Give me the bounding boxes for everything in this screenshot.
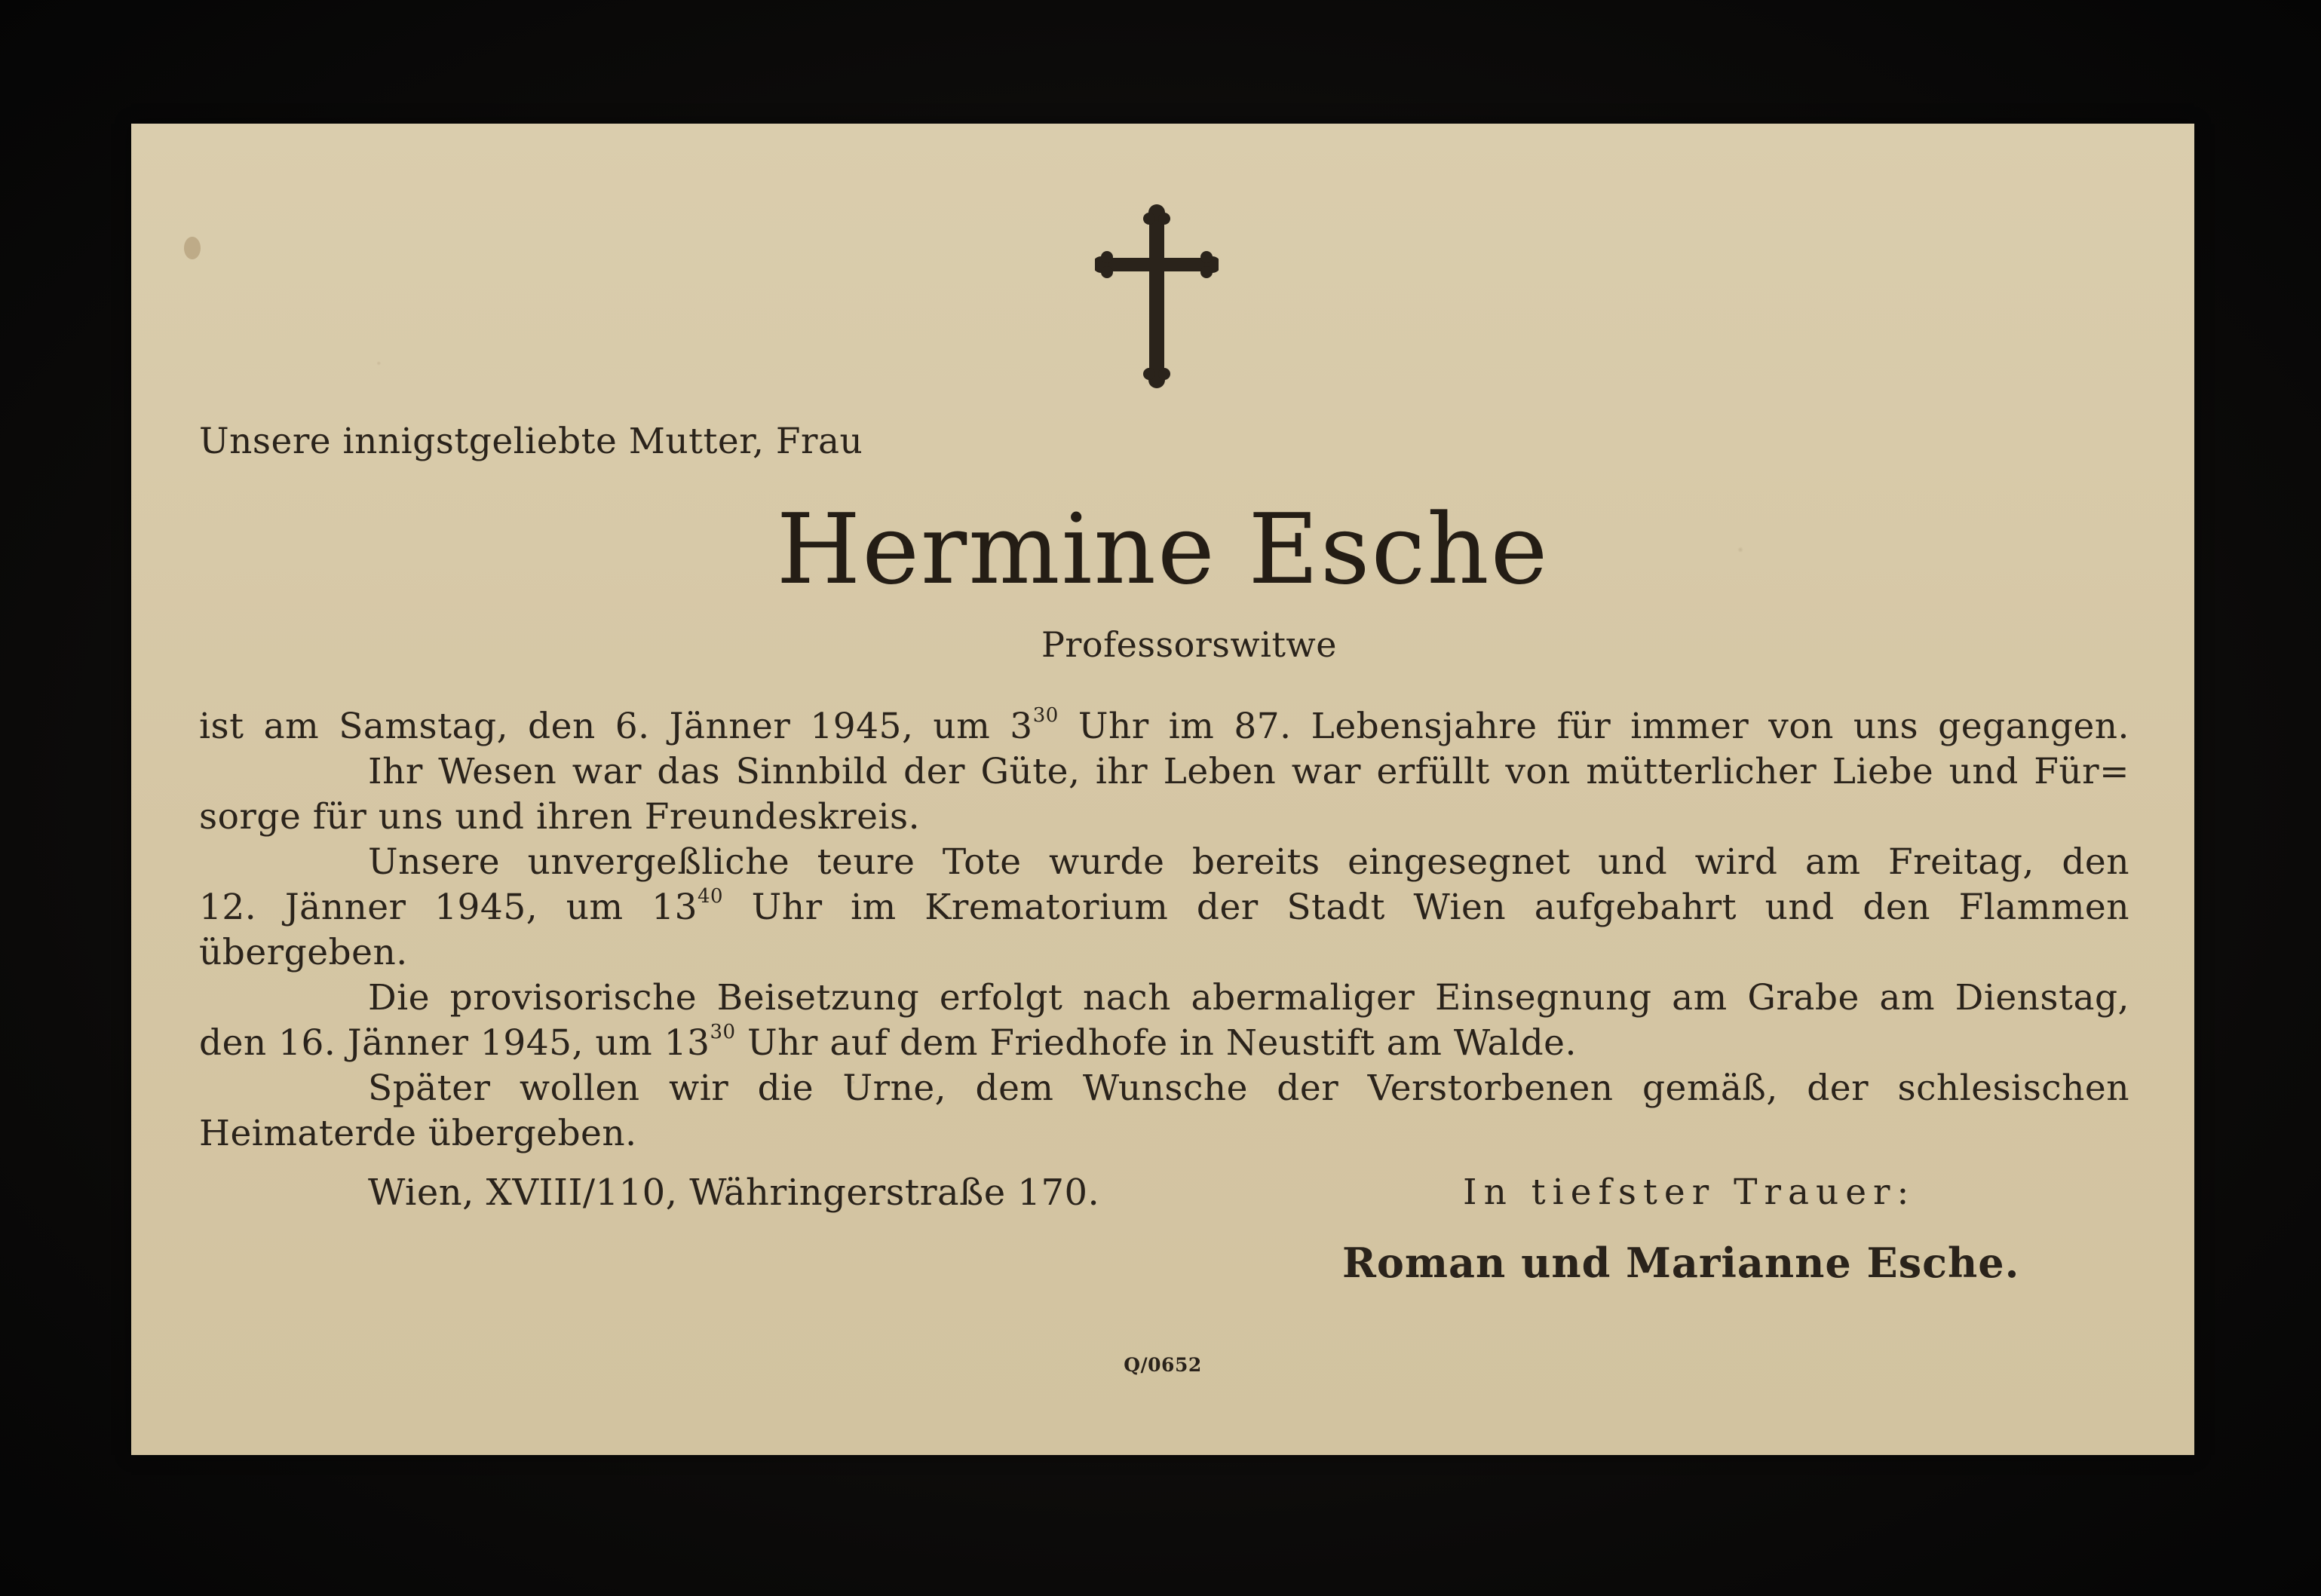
- signers-line: Roman und Marianne Esche.: [1342, 1239, 2020, 1287]
- text-segment: Uhr im 87. Lebensjahre für immer von uns gegangen.: [1058, 706, 2129, 747]
- paragraph-3-line-1: Unsere unvergeßliche teure Tote wurde bereits eingesegnet und wird am Freitag, den: [368, 841, 2129, 883]
- trefoil-cross-icon: [1095, 202, 1219, 389]
- paragraph-3-line-3: übergeben.: [199, 932, 408, 973]
- paragraph-1-line-1: [199, 704, 2129, 747]
- paragraph-4-line-2: [199, 1021, 2129, 1064]
- intro-text: Unsere innigstgeliebte Mutter, Frau: [199, 421, 863, 462]
- paper-stain: [184, 237, 201, 259]
- deceased-title: Professorswitwe: [1041, 624, 1338, 665]
- paragraph-4-line-1: Die provisorische Beisetzung erfolgt nach abermaliger Einsegnung am Grabe am Dienstag,: [368, 977, 2129, 1019]
- deceased-name: Hermine Esche: [776, 494, 1550, 606]
- print-code: Q/0652: [1124, 1354, 1202, 1376]
- time-superscript: 30: [710, 1021, 736, 1043]
- time-superscript: 30: [1032, 704, 1059, 727]
- paragraph-3-line-2: [199, 885, 2129, 928]
- text-segment: den 16. Jänner 1945, um 13: [199, 1022, 710, 1064]
- text-segment: Uhr im Krematorium der Stadt Wien aufgebahrt und den Flammen: [723, 887, 2129, 928]
- text-segment: Uhr auf dem Friedhofe in Neustift am Walde.: [735, 1022, 1577, 1064]
- paragraph-5-line-2: Heimaterde übergeben.: [199, 1113, 637, 1154]
- mourning-line: In tiefster Trauer:: [1463, 1172, 1916, 1213]
- obituary-card: [131, 124, 2194, 1455]
- paragraph-5-line-1: Später wollen wir die Urne, dem Wunsche der Verstorbenen gemäß, der schlesischen: [368, 1068, 2129, 1109]
- text-segment: ist am Samstag, den 6. Jänner 1945, um 3: [199, 706, 1033, 747]
- paragraph-2-line-1: Ihr Wesen war das Sinnbild der Güte, ihr Leben war erfüllt von mütterlicher Liebe und Für=: [368, 751, 2129, 792]
- text-segment: 12. Jänner 1945, um 13: [199, 887, 698, 928]
- address-line: Wien, XVIII/110, Währingerstraße 170.: [368, 1172, 1100, 1214]
- time-superscript: 40: [698, 885, 724, 908]
- paragraph-2-line-2: sorge für uns und ihren Freundeskreis.: [199, 796, 921, 838]
